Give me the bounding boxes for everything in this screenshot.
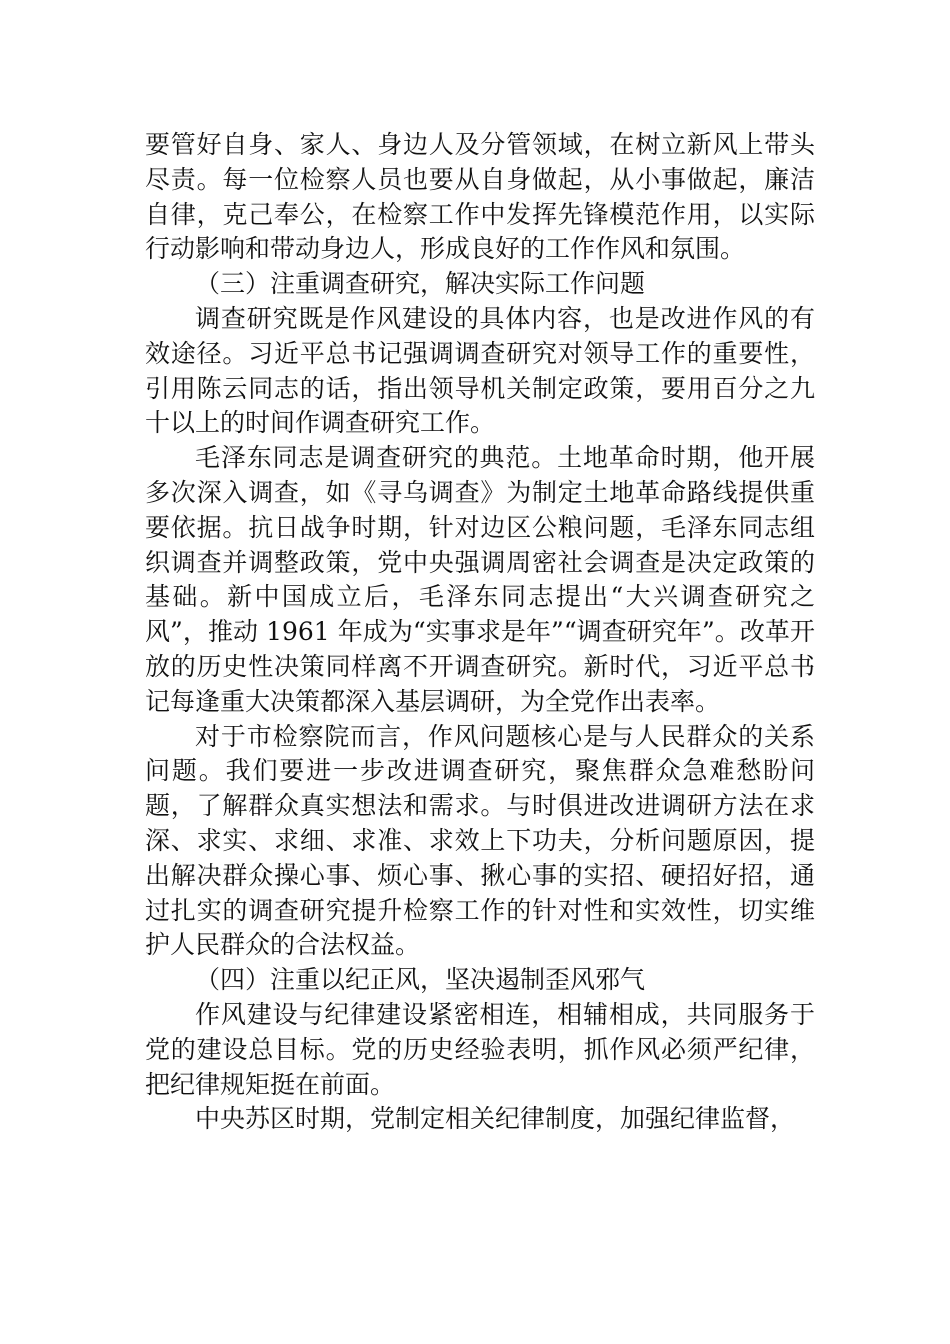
paragraph: 毛泽东同志是调查研究的典范。土地革命时期，他开展多次深入调查，如《寻乌调查》为制定土地革命路线提供重要依据。抗日战争时期，针对边区公粮问题，毛泽东同志组织调查并调整政策，党中央强调周密社会调查是决定政策的基础。新中国成立后，毛泽东同志提出“大兴调查研究之风”，推动 1961 年成为“实事求是年”“调查研究年”。改革开放的历史性决策同样离不开调查研究。新时代，习近平总书记每逢重大决策都深入基层调研，为全党作出表率。 <box>145 443 815 716</box>
section-heading-3: （三）注重调查研究，解决实际工作问题 <box>195 269 646 299</box>
paragraph: 调查研究既是作风建设的具体内容，也是改进作风的有效途径。习近平总书记强调调查研究对领导工作的重要性，引用陈云同志的话，指出领导机关制定政策，要用百分之九十以上的时间作调查研究工作。 <box>145 303 815 438</box>
document-body <box>145 128 815 1137</box>
paragraph: 中央苏区时期，党制定相关纪律制度，加强纪律监督， <box>195 1104 796 1134</box>
section-heading-4: （四）注重以纪正风，坚决遏制歪风邪气 <box>195 965 646 995</box>
paragraph-continuation: 要管好自身、家人、身边人及分管领域，在树立新风上带头尽责。每一位检察人员也要从自身做起，从小事做起，廉洁自律，克己奉公，在检察工作中发挥先锋模范作用，以实际行动影响和带动身边人，形成良好的工作作风和氛围。 <box>145 130 815 264</box>
paragraph: 作风建设与纪律建设紧密相连，相辅相成，共同服务于党的建设总目标。党的历史经验表明，抓作风必须严纪律，把纪律规矩挺在前面。 <box>145 999 815 1099</box>
paragraph: 对于市检察院而言，作风问题核心是与人民群众的关系问题。我们要进一步改进调查研究，聚焦群众急难愁盼问题，了解群众真实想法和需求。与时俱进改进调研方法在求深、求实、求细、求准、求效上下功夫，分析问题原因，提出解决群众操心事、烦心事、揪心事的实招、硬招好招，通过扎实的调查研究提升检察工作的针对性和实效性，切实维护人民群众的合法权益。 <box>145 721 815 960</box>
